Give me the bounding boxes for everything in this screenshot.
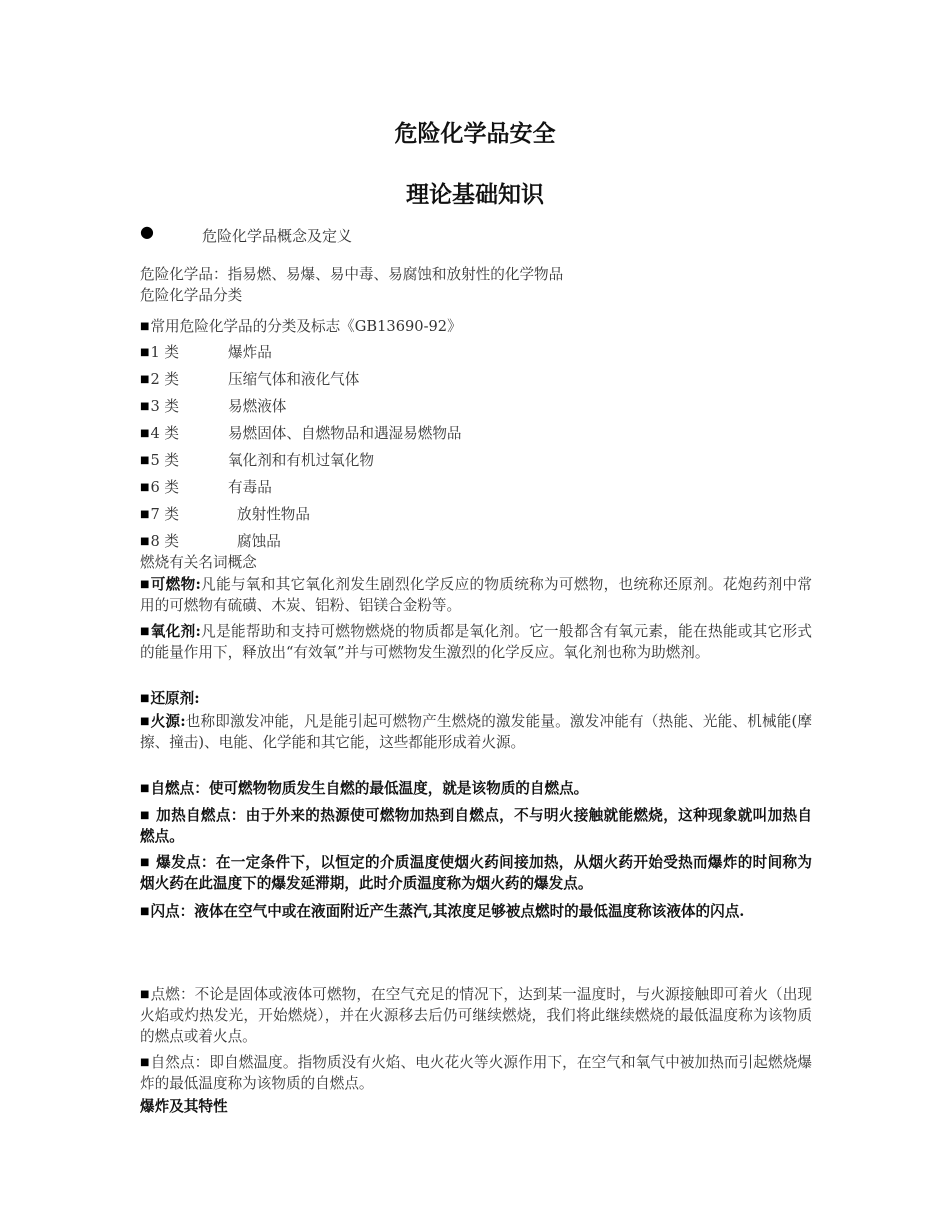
item-heated-autoignition [140, 805, 812, 847]
class-name: 易燃液体 [228, 398, 287, 415]
square-bullet-icon: ■ [140, 693, 150, 704]
term-label: 氧化剂: [150, 623, 201, 640]
section-heading-text: 危险化学品概念及定义 [202, 227, 353, 245]
square-bullet-icon: ■ [140, 509, 150, 520]
item-ignition [140, 984, 812, 1047]
class-row [140, 476, 272, 497]
term-label: 还原剂: [150, 690, 200, 707]
term-label: 火源: [150, 713, 186, 730]
square-bullet-icon: ■ [140, 455, 150, 466]
class-row [140, 395, 286, 416]
class-row [140, 368, 359, 389]
square-bullet-icon: ■ [140, 536, 150, 547]
square-bullet-icon: ■ [140, 989, 150, 1000]
class-number: 2 类 [150, 371, 179, 388]
document-title: 危险化学品安全 [394, 120, 556, 147]
bullet-icon: ● [140, 222, 154, 241]
square-bullet-icon: ■ [140, 783, 150, 794]
class-number: 6 类 [150, 479, 179, 496]
square-bullet-icon: ■ [140, 347, 150, 358]
item-text: 自燃点：使可燃物物质发生自燃的最低温度，就是该物质的自燃点。 [150, 780, 589, 797]
class-number: 1 类 [150, 344, 179, 361]
combustion-title: 燃烧有关名词概念 [140, 554, 257, 571]
class-name: 易燃固体、自燃物品和遇湿易燃物品 [228, 425, 462, 442]
definition-text: 危险化学品：指易燃、易爆、易中毒、易腐蚀和放射性的化学物品 [140, 266, 564, 283]
class-number: 5 类 [150, 452, 179, 469]
square-bullet-icon: ■ [140, 1057, 150, 1068]
class-row [140, 341, 272, 362]
class-row [140, 422, 462, 443]
class-row [140, 530, 281, 551]
item-autoignition [140, 778, 812, 799]
square-bullet-icon: ■ [140, 401, 150, 412]
item-explosion-point [140, 852, 812, 894]
square-bullet-icon: ■ [140, 626, 150, 637]
square-bullet-icon: ■ [140, 321, 150, 332]
definition-block [140, 264, 812, 306]
class-row [140, 503, 310, 524]
class-number: 3 类 [150, 398, 179, 415]
standard-line-text: 常用危险化学品的分类及标志《GB13690-92》 [150, 318, 462, 335]
class-name: 压缩气体和液化气体 [228, 371, 360, 388]
square-bullet-icon: ■ [140, 428, 150, 439]
class-number: 8 类 [150, 533, 179, 550]
term-text: 也称即激发冲能，凡是能引起可燃物产生燃烧的激发能量。激发冲能有（热能、光能、机械能(摩擦、撞击)、电能、化学能和其它能，这些都能形成着火源。 [140, 713, 812, 751]
class-row [140, 449, 374, 470]
class-name: 爆炸品 [228, 344, 272, 361]
item-text: 爆发点：在一定条件下，以恒定的介质温度使烟火药间接加热，从烟火药开始受热而爆炸的时间称为烟火药在此温度下的爆发延滞期，此时介质温度称为烟火药的爆发点。 [140, 854, 813, 892]
term-fire-source [140, 711, 812, 753]
square-bullet-icon: ■ [140, 810, 150, 821]
class-name: 腐蚀品 [237, 533, 281, 550]
term-reducer [140, 688, 812, 709]
class-name: 氧化剂和有机过氧化物 [228, 452, 374, 469]
term-label: 可燃物: [150, 576, 201, 593]
term-oxidizer [140, 621, 812, 663]
standard-line [140, 315, 462, 336]
class-number: 4 类 [150, 425, 179, 442]
term-text: 凡能与氧和其它氧化剂发生剧烈化学反应的物质统称为可燃物，也统称还原剂。花炮药剂中常用的可燃物有硫磺、木炭、铝粉、铝镁合金粉等。 [140, 576, 812, 614]
item-natural-point [140, 1052, 812, 1094]
item-text: 闪点：液体在空气中或在液面附近产生蒸汽,其浓度足够被点燃时的最低温度称该液体的闪点. [150, 903, 745, 920]
classification-title: 危险化学品分类 [140, 287, 243, 304]
final-heading: 爆炸及其特性 [140, 1098, 228, 1115]
item-text: 加热自燃点：由于外来的热源使可燃物加热到自燃点，不与明火接触就能燃烧，这种现象就叫加热自燃点。 [140, 807, 813, 845]
square-bullet-icon: ■ [140, 716, 150, 727]
class-name: 放射性物品 [237, 506, 310, 523]
term-text: 凡是能帮助和支持可燃物燃烧的物质都是氧化剂。它一般都含有氧元素，能在热能或其它形式的能量作用下，释放出“有效氧”并与可燃物发生激烈的化学反应。氧化剂也称为助燃剂。 [140, 623, 812, 661]
item-flash-point [140, 901, 812, 922]
item-text: 点燃：不论是固体或液体可燃物，在空气充足的情况下，达到某一温度时，与火源接触即可着火（出现火焰或灼热发光，开始燃烧），并在火源移去后仍可继续燃烧，我们将此继续燃烧的最低温度称为该物质的燃点或着火点。 [140, 986, 812, 1045]
square-bullet-icon: ■ [140, 374, 150, 385]
square-bullet-icon: ■ [140, 906, 150, 917]
square-bullet-icon: ■ [140, 579, 150, 590]
square-bullet-icon: ■ [140, 482, 150, 493]
square-bullet-icon: ■ [140, 857, 150, 868]
class-name: 有毒品 [228, 479, 272, 496]
class-number: 7 类 [150, 506, 179, 523]
document-subtitle: 理论基础知识 [406, 181, 544, 208]
item-text: 自然点：即自燃温度。指物质没有火焰、电火花火等火源作用下，在空气和氧气中被加热而引起燃烧爆炸的最低温度称为该物质的自燃点。 [140, 1054, 812, 1092]
term-combustible [140, 574, 812, 616]
